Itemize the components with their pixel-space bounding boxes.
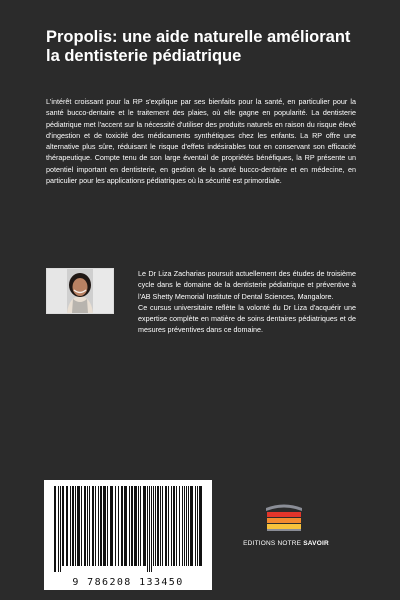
book-title: Propolis: une aide naturelle améliorant la dentisterie pédiatrique (46, 28, 351, 65)
barcode-bar (138, 486, 139, 566)
barcode-bar (162, 486, 163, 566)
barcode-bar (182, 486, 183, 566)
barcode-bar (89, 486, 90, 566)
barcode-bar (171, 486, 172, 566)
barcode-bar (179, 486, 180, 566)
barcode-bar (118, 486, 119, 566)
barcode-bar (75, 486, 76, 566)
barcode-bar (81, 486, 82, 566)
barcode-bar (184, 486, 185, 566)
barcode-bar (143, 486, 146, 566)
barcode-bar (149, 486, 150, 572)
barcode-bar (110, 486, 113, 566)
barcode-bar (160, 486, 161, 566)
logo-base (267, 529, 301, 531)
isbn-barcode (44, 480, 212, 590)
barcode-bar (98, 486, 99, 566)
author-bio (138, 268, 356, 336)
barcode-bar (188, 486, 189, 566)
barcode-bar (153, 486, 154, 566)
barcode-bar (72, 486, 74, 566)
publisher-name-prefix: EDITIONS NOTRE (243, 540, 302, 547)
barcode-bar (147, 486, 148, 572)
barcode-bar (155, 486, 156, 566)
logo-book-red (267, 512, 301, 517)
barcode-bar (115, 486, 116, 566)
barcode-bar (87, 486, 88, 566)
barcode-bar (157, 486, 159, 566)
barcode-bar (92, 486, 94, 566)
barcode-bar (195, 486, 196, 566)
barcode-bar (103, 486, 106, 566)
author-portrait-image (47, 269, 113, 313)
barcode-bar (134, 486, 137, 566)
barcode-bar (165, 486, 167, 566)
author-bio-paragraph-2: Ce cursus universitaire reflète la volonté du Dr Liza d'acquérir une expertise complète en matière de soins dentaires pédiatriques et de mesures préventives dans ce domaine. (138, 302, 356, 335)
barcode-bar (70, 486, 71, 566)
barcode-bar (197, 486, 198, 566)
barcode-bar (168, 486, 169, 566)
barcode-bar (95, 486, 96, 566)
publisher-name (236, 540, 336, 547)
isbn-digits: 9 786208 133450 (72, 577, 184, 588)
publisher-logo (262, 502, 306, 532)
book-blurb: L'intérêt croissant pour la RP s'explique par ses bienfaits pour la santé, en particulier pour la santé bucco-dentaire et le traitement des plaies, où elle gagne en popularité. La dentisterie pédiatrique met l'accent sur la nécessité d'utiliser des produits naturels en raison du risque élevé d'ingestion et de toxicité des médicaments synthétiques chez les enfants. La RP offre une alternative plus sûre, réduisant le risque d'effets indésirables tout en conservant son efficacité thérapeutique. Compte tenu de son large éventail de propriétés bénéfiques, la RP présente un potentiel important en dentisterie, en gestion de la santé bucco-dentaire et en médecine, en particulier pour les applications pédiatriques où la sécurité est primordiale. (46, 97, 356, 186)
barcode-bar (140, 486, 141, 566)
barcode-bar (60, 486, 61, 572)
barcode-bar (77, 486, 80, 566)
barcode-bar (199, 486, 202, 566)
logo-book-orange (267, 518, 301, 523)
barcode-bar (100, 486, 102, 566)
barcode-bar (54, 486, 56, 572)
barcode-bar (107, 486, 108, 566)
barcode-bar (84, 486, 86, 566)
logo-book-yellow (267, 524, 301, 529)
barcode-bar (190, 486, 193, 566)
barcode-bar (176, 486, 177, 566)
barcode-bar (124, 486, 127, 566)
author-bio-paragraph-1: Le Dr Liza Zacharias poursuit actuellement des études de troisième cycle dans le domaine de la dentisterie pédiatrique et préventive à l'AB Shetty Memorial Institute of Dental Sciences, Mangalore. (138, 269, 356, 301)
book-stack-icon (262, 502, 306, 532)
barcode-bar (129, 486, 130, 566)
barcode-bars (44, 480, 212, 574)
barcode-bar (186, 486, 187, 566)
barcode-bar (131, 486, 133, 566)
barcode-bar (173, 486, 175, 566)
barcode-bar (151, 486, 152, 572)
logo-cover-shape (266, 505, 302, 512)
barcode-bar (121, 486, 123, 566)
author-photo (46, 268, 114, 314)
barcode-bar (62, 486, 64, 566)
barcode-bar (66, 486, 68, 566)
barcode-bar (58, 486, 59, 572)
publisher-name-bold: SAVOIR (303, 540, 329, 547)
